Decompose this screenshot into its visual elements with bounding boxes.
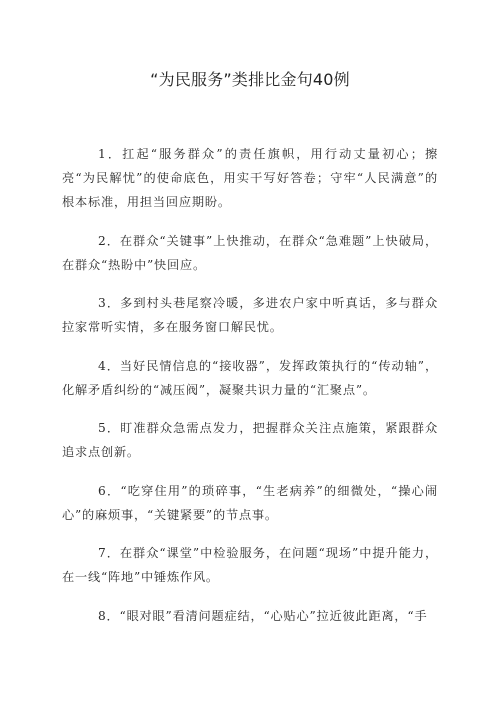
document-body (62, 142, 438, 642)
paragraph-3: 3．多到村头巷尾察冷暖，多进农户家中听真话，多与群众拉家常听实情，多在服务窗口解民忧。 (62, 296, 438, 334)
paragraph-5: 5．盯准群众急需点发力，把握群众关注点施策，紧跟群众追求点创新。 (62, 421, 438, 459)
paragraph-7: 7．在群众“课堂”中检验服务，在问题“现场”中提升能力，在一线“阵地”中锤炼作风。 (62, 546, 438, 584)
paragraph-6: 6．“吃穿住用”的琐碎事，“生老病养”的细微处，“操心闹心”的麻烦事，“关键紧要”的节点事。 (62, 483, 438, 522)
paragraph-8: 8．“眼对眼”看清问题症结，“心贴心”拉近彼此距离，“手 (98, 608, 428, 623)
paragraph-2: 2．在群众“关键事”上快推动，在群众“急难题”上快破局，在群众“热盼中”快回应。 (62, 233, 438, 272)
paragraph-1: 1．扛起“服务群众”的责任旗帜，用行动丈量初心；擦亮“为民解忧”的使命底色，用实干写好答卷；守牢“人民满意”的根本标准，用担当回应期盼。 (62, 147, 438, 209)
paragraph-4: 4．当好民情信息的“接收器”，发挥政策执行的“传动轴”，化解矛盾纠纷的“减压阀”，凝聚共识力量的“汇聚点”。 (62, 358, 438, 397)
document-title: “为民服务”类排比金句40例 (150, 70, 350, 89)
